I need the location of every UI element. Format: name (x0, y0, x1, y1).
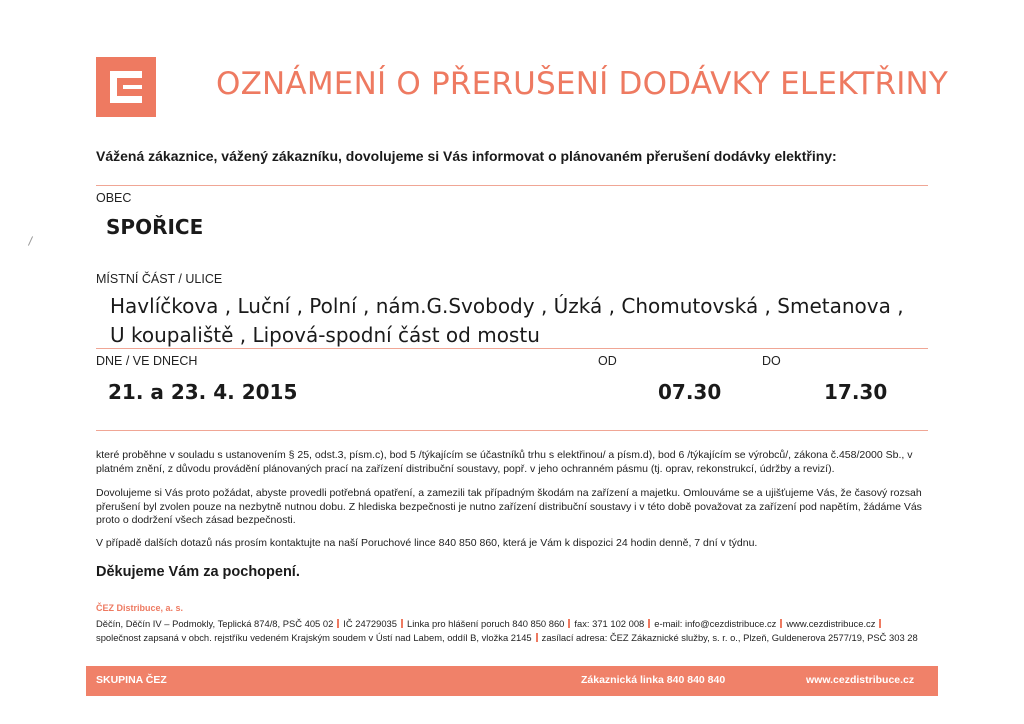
obec-label: OBEC (96, 191, 132, 205)
ulice-line-2: U koupaliště , Lipová-spodní část od mostu (110, 323, 540, 347)
body-paragraph-1: které proběhne v souladu s ustanovením § 25, odst.3, písm.c), bod 5 /týkajícím se účastníků trhu s elektřinou/ a písm.d), bod 6 /týkajícím se výrobců/, zákona č.458/2000 Sb., v platném znění, z důvodu provádění plánovaných prací na zařízení distribuční soustavy, popř. v jeho ochranném pásmu (tj. oprav, rekonstrukcí, údržby a revizí). (96, 449, 913, 475)
divider (96, 185, 928, 186)
company-mailing-address: zasílací adresa: ČEZ Zákaznické služby, s. r. o., Plzeň, Guldenerova 2577/19, PSČ 303 28 (541, 632, 918, 643)
date-value: 21. a 23. 4. 2015 (108, 380, 298, 404)
company-fax: fax: 371 102 008 (574, 618, 645, 629)
cez-logo-icon (96, 57, 156, 117)
scan-mark (28, 236, 33, 245)
thanks-text: Děkujeme Vám za pochopení. (96, 564, 300, 580)
company-registry: společnost zapsaná v obch. rejstříku vedeném Krajským soudem v Ústí nad Labem, oddíl B, vložka 2145 (96, 632, 532, 643)
ulice-line-1: Havlíčkova , Luční , Polní , nám.G.Svobody , Úzká , Chomutovská , Smetanova , (110, 294, 904, 318)
obec-value: SPOŘICE (106, 215, 204, 239)
body-paragraph-3: V případě dalších dotazů nás prosím kontaktujte na naší Poruchové lince 840 850 860, která je Vám k dispozici 24 hodin denně, 7 dní v týdnu. (96, 537, 758, 549)
to-label: DO (762, 354, 781, 368)
from-label: OD (598, 354, 617, 368)
divider (96, 430, 928, 431)
footer-group-name: SKUPINA ČEZ (96, 674, 167, 686)
footer-bar (86, 666, 938, 696)
company-ico: IČ 24729035 (343, 618, 397, 629)
divider (96, 348, 928, 349)
from-value: 07.30 (658, 380, 722, 404)
company-email: e-mail: info@cezdistribuce.cz (654, 618, 777, 629)
company-web: www.cezdistribuce.cz (786, 618, 876, 629)
ulice-label: MÍSTNÍ ČÁST / ULICE (96, 272, 223, 286)
footer-website: www.cezdistribuce.cz (806, 674, 915, 686)
page-title: OZNÁMENÍ O PŘERUŠENÍ DODÁVKY ELEKTŘINY (216, 66, 949, 102)
date-label: DNE / VE DNECH (96, 354, 198, 368)
body-paragraph-2: Dovolujeme si Vás proto požádat, abyste provedli potřebná opatření, a zamezili tak případným škodám na zařízení a majetku. Omlouváme se a ujišťujeme Vás, že časový rozsah přerušení byl zvolen pouze na nezbytně nutnou dobu. Z hlediska bezpečnosti je nutno zařízení distribuční soustavy i v této době považovat za zařízení pod napětím, žádáme Vás proto o dodržení všech zásad bezpečnosti. (96, 487, 922, 526)
footer-hotline: Zákaznická linka 840 840 840 (581, 674, 726, 686)
company-hotline: Linka pro hlášení poruch 840 850 860 (406, 618, 565, 629)
company-name: ČEZ Distribuce, a. s. (96, 603, 184, 613)
intro-text: Vážená zákaznice, vážený zákazníku, dovolujeme si Vás informovat o plánovaném přerušení dodávky elektřiny: (96, 148, 837, 164)
company-address-line-1 (96, 618, 885, 629)
company-address: Děčín, Děčín IV – Podmokly, Teplická 874/8, PSČ 405 02 (96, 618, 334, 629)
company-address-line-2 (96, 632, 918, 643)
to-value: 17.30 (824, 380, 888, 404)
